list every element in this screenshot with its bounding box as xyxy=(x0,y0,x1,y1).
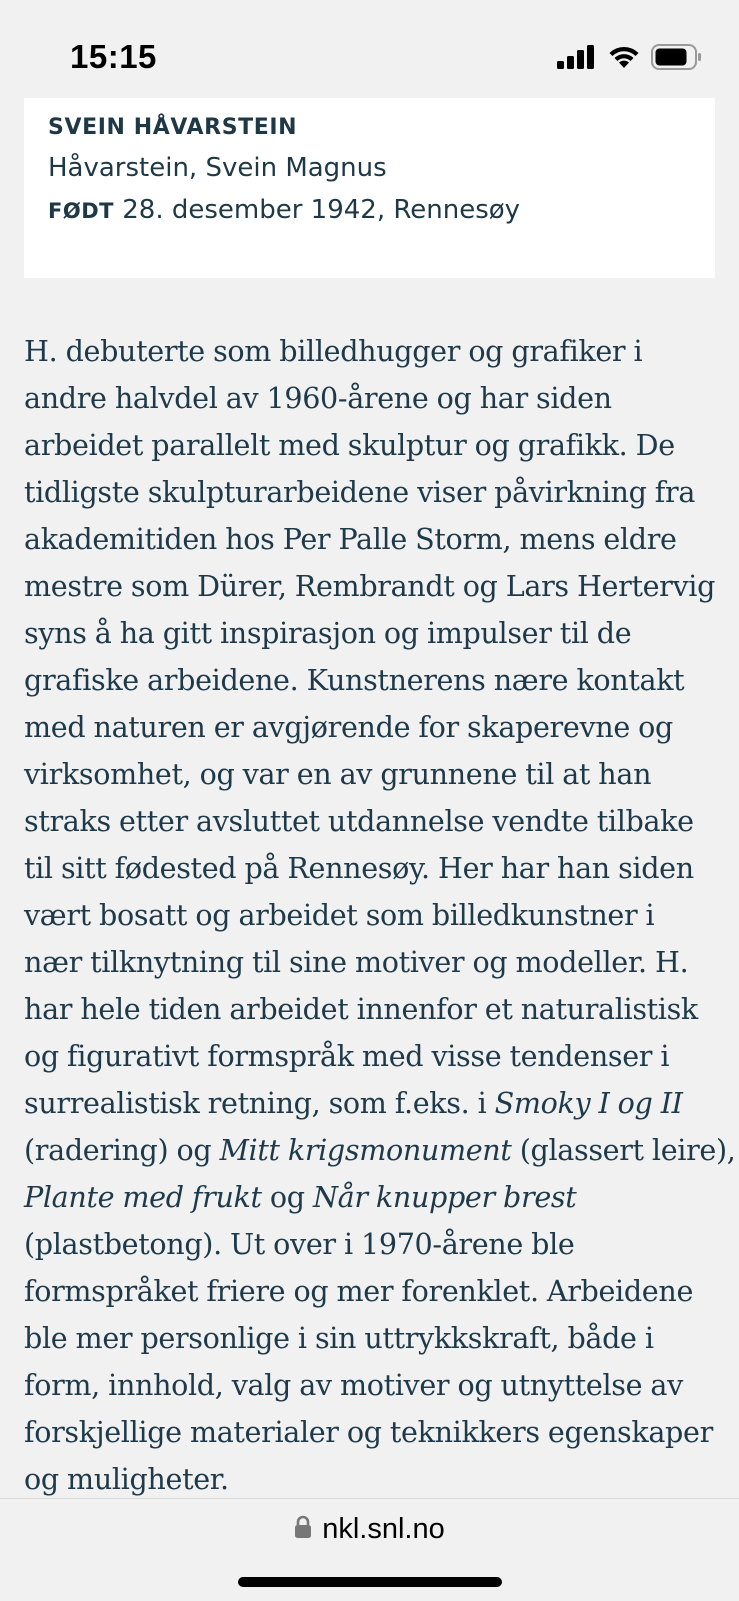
article-text: til sitt fødested på Rennesøy. Her har han siden xyxy=(24,851,694,885)
article-line xyxy=(24,986,724,1033)
address-bar[interactable] xyxy=(0,1513,739,1546)
article-line xyxy=(24,563,724,610)
article-text: (plastbetong). Ut over i 1970-årene ble xyxy=(24,1227,575,1261)
home-indicator[interactable] xyxy=(238,1577,502,1587)
article-line xyxy=(24,798,724,845)
article-line xyxy=(24,1080,724,1127)
work-title: Når knupper brest xyxy=(312,1180,577,1214)
work-title: Mitt krigsmonument xyxy=(219,1133,512,1167)
article-line xyxy=(24,422,724,469)
work-title: Plante med frukt xyxy=(24,1180,262,1214)
work-title: Smoky I og II xyxy=(494,1086,683,1120)
birth-info xyxy=(48,188,691,233)
status-icons xyxy=(557,44,703,75)
born-label: FØDT xyxy=(48,199,114,223)
article-line xyxy=(24,704,724,751)
article-line xyxy=(24,516,724,563)
person-full-name: Håvarstein, Svein Magnus xyxy=(48,153,387,183)
born-value: 28. desember 1942, Rennesøy xyxy=(122,195,521,225)
article-line xyxy=(24,1174,724,1221)
article-line xyxy=(24,751,724,798)
article-text: og xyxy=(261,1180,313,1214)
fact-card xyxy=(24,98,715,278)
article-line xyxy=(24,1315,724,1362)
article-line xyxy=(24,845,724,892)
lock-icon xyxy=(294,1515,312,1544)
article-line xyxy=(24,939,724,986)
article-text: syns å ha gitt inspirasjon og impulser til de xyxy=(24,616,632,650)
article-text: arbeidet parallelt med skulptur og grafikk. De xyxy=(24,428,675,462)
article-text: med naturen er avgjørende for skaperevne og xyxy=(24,710,673,744)
article-line xyxy=(24,610,724,657)
article-text: straks etter avsluttet utdannelse vendte tilbake xyxy=(24,804,694,838)
article-body xyxy=(24,328,736,1503)
article-text: og figurativt formspråk med visse tendenser i xyxy=(24,1039,670,1073)
url-text: nkl.snl.no xyxy=(322,1513,445,1545)
battery-icon xyxy=(651,44,703,75)
article-text: forskjellige materialer og teknikkers egenskaper xyxy=(24,1415,713,1449)
article-text: akademitiden hos Per Palle Storm, mens eldre xyxy=(24,522,677,556)
article-text: H. debuterte som billedhugger og grafiker i xyxy=(24,334,643,368)
article-text: har hele tiden arbeidet innenfor et naturalistisk xyxy=(24,992,698,1026)
article-line xyxy=(24,469,724,516)
article-text: formspråket friere og mer forenklet. Arbeidene xyxy=(24,1274,694,1308)
article-text: nær tilknytning til sine motiver og modeller. H. xyxy=(24,945,689,979)
article-text: tidligste skulpturarbeidene viser påvirkning fra xyxy=(24,475,696,509)
article-line xyxy=(24,328,724,375)
article-line xyxy=(24,1221,724,1268)
article-text: virksomhet, og var en av grunnene til at han xyxy=(24,757,652,791)
article-line xyxy=(24,1362,724,1409)
article-line xyxy=(24,1268,724,1315)
article-text: og muligheter. xyxy=(24,1462,229,1496)
article-text: vært bosatt og arbeidet som billedkunstner i xyxy=(24,898,655,932)
article-line xyxy=(24,1456,724,1503)
status-time: 15:15 xyxy=(70,38,157,75)
browser-bottom-bar xyxy=(0,1498,739,1601)
article-text: (radering) og xyxy=(24,1133,220,1167)
article-line xyxy=(24,1033,724,1080)
article-line xyxy=(24,657,724,704)
article-text: form, innhold, valg av motiver og utnyttelse av xyxy=(24,1368,683,1402)
signal-icon xyxy=(557,45,597,74)
article-line xyxy=(24,892,724,939)
article-text: (glassert leire), xyxy=(511,1133,736,1167)
article-line xyxy=(24,1127,736,1174)
article-text: grafiske arbeidene. Kunstnerens nære kontakt xyxy=(24,663,685,697)
article-line xyxy=(24,1409,724,1456)
article-text: andre halvdel av 1960-årene og har siden xyxy=(24,381,612,415)
article-text: surrealistisk retning, som f.eks. i xyxy=(24,1086,495,1120)
status-bar xyxy=(0,0,739,98)
person-name-heading: SVEIN HÅVARSTEIN xyxy=(48,115,298,140)
wifi-icon xyxy=(607,45,641,74)
article-line xyxy=(24,375,724,422)
article-text: mestre som Dürer, Rembrandt og Lars Hertervig xyxy=(24,569,716,603)
article-text: ble mer personlige i sin uttrykkskraft, både i xyxy=(24,1321,654,1355)
